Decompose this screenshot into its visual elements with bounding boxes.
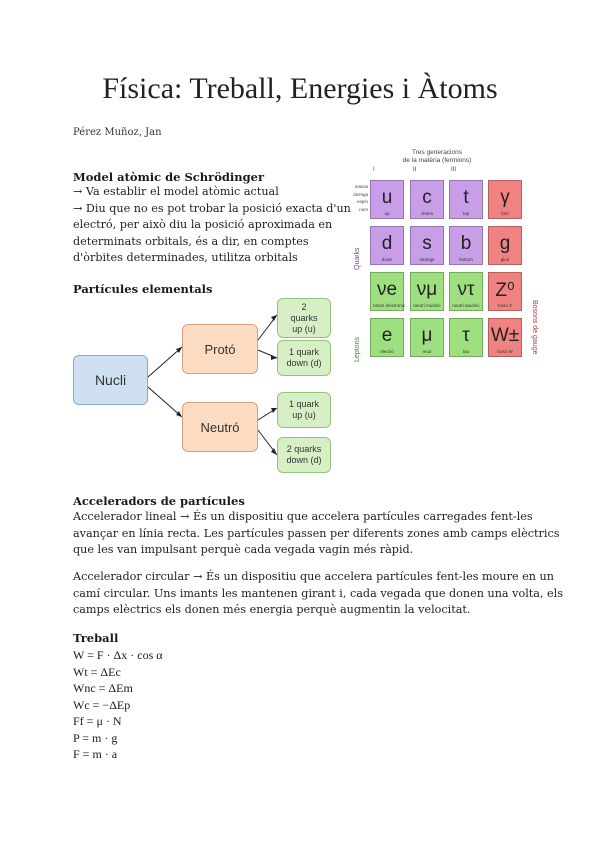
particle-charm (410, 180, 444, 219)
particle-name: bottom (459, 257, 473, 262)
schrodinger-line: determinats orbitals, és a dir, en comptes (73, 234, 309, 248)
particle-name: electró (380, 349, 394, 354)
particle-name: muó (422, 349, 432, 354)
neutro-label: Neutró (200, 419, 240, 435)
leptons-group-label: Leptons (354, 337, 361, 362)
linear-line: avançar en línia recta. Les partícules passen per diferents zones amb camps elèctrics (73, 526, 560, 540)
formula-text: P = m · g (73, 730, 118, 745)
row-label: massa (354, 184, 368, 189)
particle-grid (370, 180, 540, 365)
nucli-box (73, 355, 148, 405)
particle-name: charm (420, 211, 434, 216)
author: Pérez Muñoz, Jan (73, 127, 162, 138)
neutro-down-quarks-box (277, 437, 331, 473)
particle-symbol: e (381, 325, 393, 346)
formula (73, 697, 163, 714)
particle-symbol: μ (421, 325, 433, 346)
formula (73, 713, 163, 730)
particle-name: neutrí muònic (413, 303, 441, 308)
particle-gluó (488, 226, 522, 265)
particle-electró (370, 318, 404, 357)
quarks-group-label: Quarks (354, 247, 361, 270)
table-header-line: Tres generacions (412, 149, 462, 156)
particle-symbol: Z⁰ (495, 280, 515, 301)
table-header-line: de la matèria (fermions) (402, 157, 472, 164)
quark-line: 1 quark (288, 399, 320, 409)
particle-symbol: g (499, 233, 511, 254)
formula-text: Wt = ΔEc (73, 664, 121, 679)
nucli-label: Nucli (94, 372, 127, 388)
particle-name: neutrí electrònic (373, 303, 406, 308)
particle-symbol: s (422, 233, 432, 254)
particle-symbol: d (381, 233, 393, 254)
particle-top (449, 180, 483, 219)
formula-text: W = F · Δx · cos α (73, 648, 163, 662)
particle-symbol: b (460, 233, 472, 254)
table-header (372, 149, 502, 165)
circular-line: camps elèctrics els donen més energia perquè augmentin la velocitat. (73, 603, 471, 617)
particle-name: top (462, 211, 470, 216)
generation-label: II (413, 167, 417, 173)
formula (73, 647, 163, 664)
proto-down-quark-box (277, 340, 331, 376)
page-title: Física: Treball, Energies i Àtoms (102, 72, 498, 105)
quark-line: down (d) (286, 358, 322, 368)
particle-symbol: c (422, 187, 432, 208)
circular-line: camí circular. Uns imants les mantenen girant i, cada vegada que donen una volta, els (73, 586, 563, 600)
particle-name: neutrí tauònic (452, 303, 480, 308)
circular-line: Accelerador circular → És un dispositiu que accelera partícules fent-les moure en un (73, 570, 554, 583)
particle-name: bosó W (497, 349, 513, 354)
particles-heading: Partícules elementals (73, 282, 213, 296)
linear-line: Accelerador lineal → És un dispositiu que accelera partícules carregades fent-les (73, 510, 533, 523)
particle-fotó (488, 180, 522, 219)
formula-list (73, 647, 163, 763)
particle-down (370, 226, 404, 265)
particle-neutrí-electrònic (370, 272, 404, 311)
quark-line: quarks (290, 312, 318, 323)
formula-text: Wc = −ΔEp (73, 697, 131, 712)
formula (73, 680, 163, 697)
particle-neutrí-tauònic (449, 272, 483, 311)
accel-heading: Acceleradors de partícules (73, 494, 245, 508)
quark-line: up (u) (292, 323, 316, 334)
proto-up-quarks-box (277, 298, 331, 338)
row-label: nom (359, 206, 368, 212)
quark-line: 1 quark (288, 347, 320, 357)
particle-name: down (381, 257, 393, 262)
treball-heading: Treball (73, 631, 119, 645)
particle-symbol: t (463, 187, 469, 208)
neutro-up-quark-box (277, 392, 331, 428)
generation-label: I (373, 167, 375, 173)
particle-neutrí-muònic (410, 272, 444, 311)
schrodinger-text (73, 184, 351, 267)
formula-text: Wnc = ΔEm (73, 681, 133, 695)
particle-strange (410, 226, 444, 265)
schrodinger-line: d'òrbites determinades, utilitza orbitals (73, 251, 298, 265)
formula (73, 664, 163, 681)
particle-name: up (384, 211, 390, 216)
circular-accel-text (73, 569, 563, 619)
particle-name: tau (462, 349, 470, 354)
particle-symbol: ντ (457, 279, 475, 300)
generation-label: III (451, 167, 457, 173)
linear-accel-text (73, 509, 559, 559)
proto-box (182, 324, 258, 374)
quark-line: 2 quarks (286, 444, 322, 454)
particle-bosó-Z (488, 272, 522, 311)
particle-name: fotó (501, 211, 509, 216)
schrodinger-heading: Model atòmic de Schrödinger (73, 170, 265, 184)
particle-muó (410, 318, 444, 357)
row-label: càrrega (352, 191, 368, 197)
particle-tau (449, 318, 483, 357)
particle-symbol: τ (462, 325, 470, 346)
row-label: espín (356, 199, 368, 204)
particle-symbol: W± (490, 325, 520, 346)
formula-text: F = m · a (73, 747, 118, 761)
particle-name: strange (419, 257, 435, 262)
neutro-box (182, 402, 258, 452)
schrodinger-line: → Diu que no es pot trobar la posició exacta d'un (73, 201, 351, 215)
particle-bosó-W (488, 318, 522, 357)
formula (73, 730, 163, 747)
particle-name: gluó (500, 257, 510, 262)
formula-text: Ff = μ · N (73, 714, 122, 728)
linear-line: que les van impulsant perquè cada vegada vagin més ràpid. (73, 543, 414, 557)
quark-line: down (d) (286, 455, 322, 465)
proto-label: Protó (204, 341, 236, 357)
schrodinger-line: electró, per això diu la posició aproximada en (73, 218, 333, 232)
particle-symbol: γ (500, 187, 510, 208)
particle-symbol: νμ (416, 279, 438, 300)
bosons-group-label: Bosons de gauge (531, 300, 538, 355)
quark-line: up (u) (292, 410, 316, 420)
particle-name: bosó Z (498, 303, 512, 308)
particle-symbol: u (381, 187, 393, 208)
formula (73, 746, 163, 763)
quark-line: 2 (301, 301, 307, 312)
row-labels (344, 183, 368, 213)
schrodinger-line: → Va establir el model atòmic actual (73, 185, 279, 198)
particle-bottom (449, 226, 483, 265)
particle-up (370, 180, 404, 219)
particle-symbol: νe (376, 279, 398, 300)
